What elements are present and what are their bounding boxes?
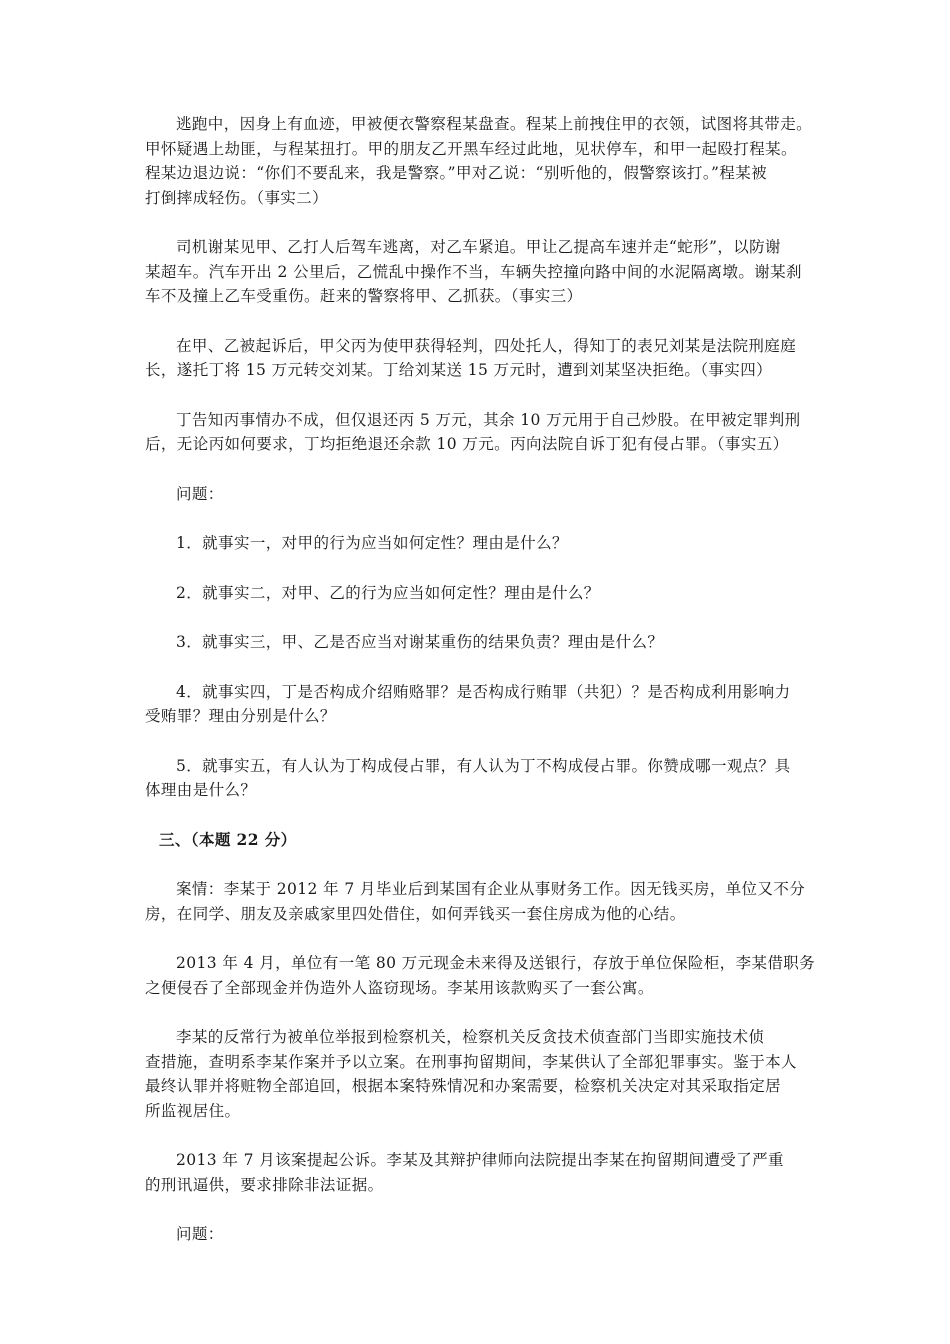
- text-line: 后，无论丙如何要求，丁均拒绝退还余款 10 万元。丙向法院自诉丁犯有侵占罪。（事实五）: [145, 435, 789, 453]
- text-line: 房，在同学、朋友及亲戚家里四处借住，如何弄钱买一套住房成为他的心结。: [145, 904, 686, 923]
- document-page: [145, 112, 816, 1272]
- case-paragraph-1: [145, 877, 813, 926]
- fact-two-paragraph: [145, 112, 813, 210]
- text-line: 的刑讯逼供，要求排除非法证据。: [145, 1175, 384, 1194]
- text-line: 甲怀疑遇上劫匪，与程某扭打。甲的朋友乙开黑车经过此地，见状停车，和甲一起殴打程某。: [145, 139, 797, 158]
- fact-four-paragraph: [145, 334, 813, 383]
- text-line: 1．就事实一，对甲的行为应当如何定性？理由是什么？: [176, 534, 568, 552]
- case-paragraph-4: [145, 1148, 813, 1197]
- question-2: [145, 581, 813, 606]
- text-line: 2013 年 7 月该案提起公诉。李某及其辩护律师向法院提出李某在拘留期间遭受了严重: [176, 1151, 784, 1169]
- questions-label: 问题：: [176, 484, 224, 503]
- text-line: 丁告知丙事情办不成，但仅退还丙 5 万元，其余 10 万元用于自己炒股。在甲被定罪判刑: [176, 410, 801, 429]
- text-line: 在甲、乙被起诉后，甲父丙为使甲获得轻判，四处托人，得知丁的表兄刘某是法院刑庭庭: [176, 336, 797, 355]
- text-line: 查措施，查明系李某作案并予以立案。在刑事拘留期间，李某供认了全部犯罪事实。鉴于本人: [145, 1052, 797, 1071]
- text-line: 4．就事实四，丁是否构成介绍贿赂罪？是否构成行贿罪（共犯）？是否构成利用影响力: [176, 682, 791, 701]
- question-4: [145, 680, 813, 729]
- text-line: 之便侵吞了全部现金并伪造外人盗窃现场。李某用该款购买了一套公寓。: [145, 978, 654, 997]
- fact-three-paragraph: [145, 235, 813, 309]
- text-line: 5．就事实五，有人认为丁构成侵占罪，有人认为丁不构成侵占罪。你赞成哪一观点？具: [176, 756, 791, 775]
- fact-five-paragraph: [145, 408, 813, 457]
- text-line: 司机谢某见甲、乙打人后驾车逃离，对乙车紧追。甲让乙提高车速并走“蛇形”，以防谢: [176, 238, 781, 256]
- text-line: 3．就事实三，甲、乙是否应当对谢某重伤的结果负责？理由是什么？: [176, 633, 664, 651]
- text-line: 所监视居住。: [145, 1101, 241, 1120]
- text-line: 程某边退边说：“你们不要乱来，我是警察。”甲对乙说：“别听他的，假警察该打。”程某被: [145, 164, 767, 182]
- text-line: 某超车。汽车开出 2 公里后，乙慌乱中操作不当，车辆失控撞向路中间的水泥隔离墩。谢某刹: [145, 262, 802, 281]
- text-line: 逃跑中，因身上有血迹，甲被便衣警察程某盘查。程某上前拽住甲的衣领，试图将其带走。: [176, 115, 813, 133]
- case-paragraph-2: [145, 951, 816, 1000]
- question-1: [145, 531, 813, 556]
- text-line: 打倒摔成轻伤。（事实二）: [145, 188, 329, 207]
- text-line: 最终认罪并将赃物全部追回，根据本案特殊情况和办案需要，检察机关决定对其采取指定居: [145, 1077, 782, 1095]
- text-line: 案情：李某于 2012 年 7 月毕业后到某国有企业从事财务工作。因无钱买房，单位又不分: [176, 880, 806, 898]
- section-three-questions-label: 问题：: [176, 1225, 224, 1243]
- text-line: 长，遂托丁将 15 万元转交刘某。丁给刘某送 15 万元时，遭到刘某坚决拒绝。（事实四）: [145, 361, 773, 379]
- question-3: [145, 630, 813, 655]
- case-paragraph-3: [145, 1025, 813, 1123]
- question-5: [145, 754, 813, 803]
- text-line: 2．就事实二，对甲、乙的行为应当如何定性？理由是什么？: [176, 583, 600, 602]
- text-line: 2013 年 4 月，单位有一笔 80 万元现金未来得及送银行，存放于单位保险柜，李某借职务: [176, 954, 816, 972]
- text-line: 受贿罪？理由分别是什么？: [145, 707, 336, 725]
- section-three-heading: 三、（本题 22 分）: [159, 829, 297, 849]
- text-line: 车不及撞上乙车受重伤。赶来的警察将甲、乙抓获。（事实三）: [145, 287, 583, 305]
- text-line: 李某的反常行为被单位举报到检察机关，检察机关反贪技术侦查部门当即实施技术侦: [176, 1028, 765, 1046]
- text-line: 体理由是什么？: [145, 781, 257, 799]
